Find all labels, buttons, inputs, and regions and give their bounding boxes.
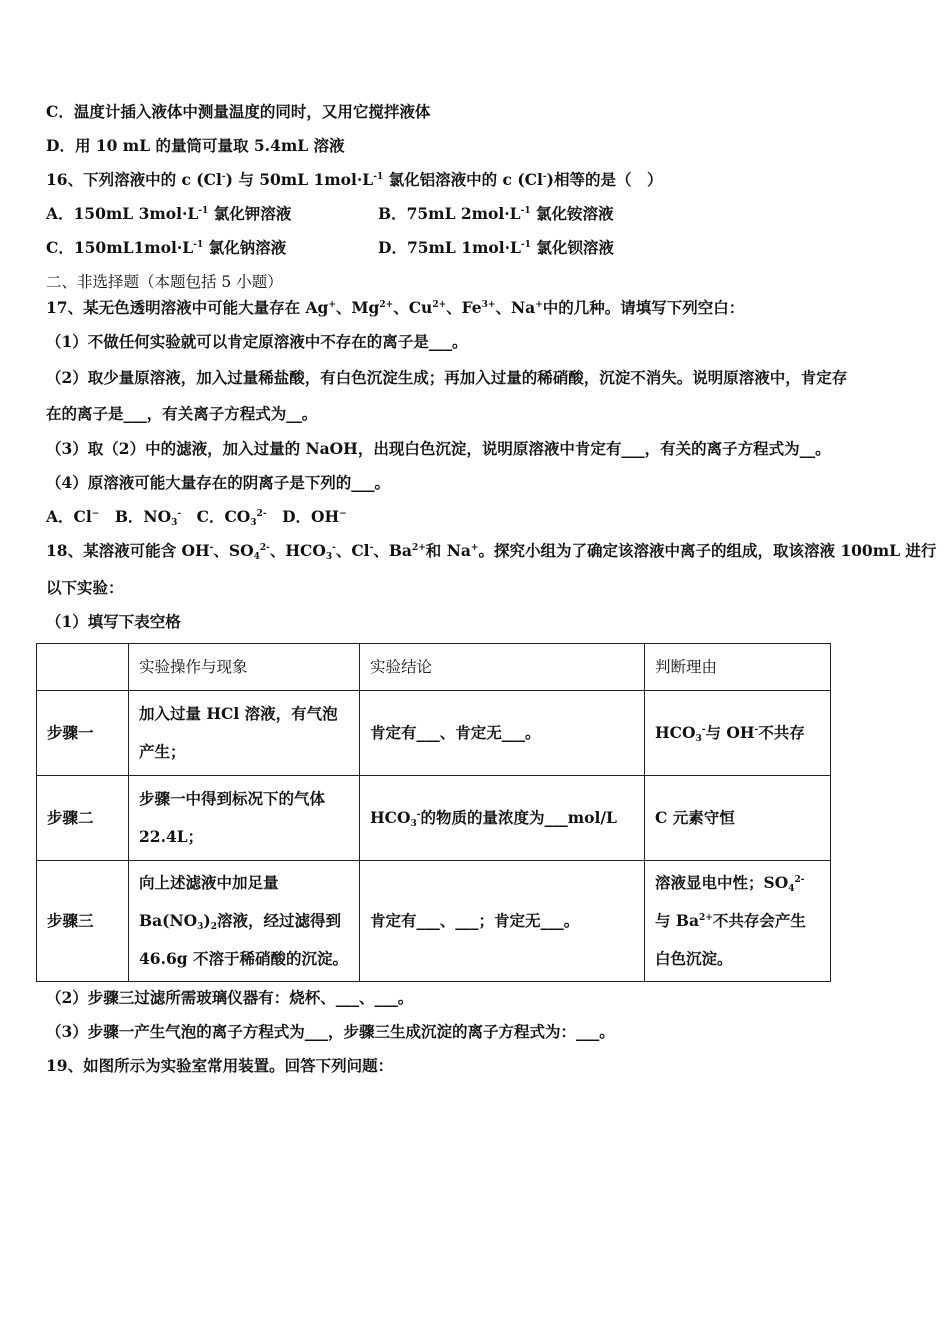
step-reason: 溶液显电中性；$SO_4^{2-}$ 与 $Ba^{2+}$不共存会产生 白色沉淀。 — [645, 861, 831, 982]
q16-options-row1 — [46, 204, 906, 224]
q16-option-c: C．$150mL1mol\cdot L^{-1}$ 氯化钠溶液 — [46, 238, 287, 257]
step-reason: $HCO_3^-$与 OH-不共存 — [645, 691, 831, 776]
step-operation: 向上述滤液中加足量 $Ba(NO_3)_2$溶液，经过滤得到 46.6g 不溶于稀硝酸的沉淀。 — [129, 861, 360, 982]
q17-part2-line2: 在的离子是___，有关离子方程式为__。 — [46, 404, 318, 423]
option-d-line: D．用 10 mL 的量筒可量取 5.4mL 溶液 — [46, 136, 345, 155]
step-reason: C 元素守恒 — [645, 776, 831, 861]
table-row — [37, 691, 831, 776]
table-row — [37, 861, 831, 982]
q16-option-b: B．75mL $2mol\cdot L^{-1}$ 氯化铵溶液 — [378, 204, 614, 223]
q16-option-a: A．150mL $3mol\cdot L^{-1}$ 氯化钾溶液 — [46, 204, 292, 223]
experiment-table — [36, 643, 831, 982]
step-conclusion: 肯定有___、肯定无___。 — [360, 691, 645, 776]
q19-stem: 19、如图所示为实验室常用装置。回答下列问题： — [46, 1056, 394, 1075]
q18-stem-line2: 以下实验： — [46, 578, 124, 597]
step-operation: 加入过量 HCl 溶液，有气泡产生； — [129, 691, 360, 776]
table-header-cell: 实验结论 — [360, 644, 645, 691]
q18-part1: （1）填写下表空格 — [46, 612, 181, 631]
q18-stem: 18、某溶液可能含 OH-、$SO_4^{2-}$、$HCO_3^-$、Cl-、$Ba^{2+}$和 Na+。探究小组为了确定该溶液中离子的组成，取该溶液 100mL 进行 — [46, 541, 937, 562]
step-conclusion: 肯定有___、___；肯定无___。 — [360, 861, 645, 982]
table-header-cell: 实验操作与现象 — [129, 644, 360, 691]
q17-part4: （4）原溶液可能大量存在的阴离子是下列的___。 — [46, 473, 391, 492]
table-header-cell — [37, 644, 129, 691]
section-2-title: 二、非选择题（本题包括 5 小题） — [46, 273, 283, 291]
step-label: 步骤三 — [37, 861, 129, 982]
step-conclusion: $HCO_3^-$的物质的量浓度为___mol/L — [360, 776, 645, 861]
q16-options-row2 — [46, 238, 906, 258]
q16-option-d: D．75mL $1mol\cdot L^{-1}$ 氯化钡溶液 — [378, 238, 614, 257]
q17-part1: （1）不做任何实验就可以肯定原溶液中不存在的离子是___。 — [46, 332, 468, 351]
table-header-row — [37, 644, 831, 691]
step-operation: 步骤一中得到标况下的气体 22.4L； — [129, 776, 360, 861]
q18-part3: （3）步骤一产生气泡的离子方程式为___，步骤三生成沉淀的离子方程式为：___。 — [46, 1022, 615, 1041]
option-c-line: C．温度计插入液体中测量温度的同时，又用它搅拌液体 — [46, 102, 431, 121]
step-label: 步骤二 — [37, 776, 129, 861]
q17-options: A．Cl− B．$NO_3^-$ C．$CO_3^{2-}$ D．OH− — [46, 507, 347, 528]
q17-part2-line1: （2）取少量原溶液，加入过量稀盐酸，有白色沉淀生成；再加入过量的稀硝酸，沉淀不消失。说明原溶液中，肯定存 — [46, 368, 848, 387]
table-row — [37, 776, 831, 861]
q17-part3: （3）取（2）中的滤液，加入过量的 NaOH，出现白色沉淀，说明原溶液中肯定有___，有关的离子方程式为__。 — [46, 439, 831, 458]
q16-stem: 16、下列溶液中的 c (Cl-) 与 50mL $1mol\cdot L^{-1}$ 氯化铝溶液中的 c (Cl-)相等的是（ ） — [46, 170, 663, 189]
q18-part2: （2）步骤三过滤所需玻璃仪器有：烧杯、___、___。 — [46, 988, 414, 1007]
table-header-cell: 判断理由 — [645, 644, 831, 691]
q17-stem: 17、某无色透明溶液中可能大量存在 Ag+、$Mg^{2+}$、$Cu^{2+}$、$Fe^{3+}$、Na+中的几种。请填写下列空白： — [46, 298, 745, 317]
step-label: 步骤一 — [37, 691, 129, 776]
